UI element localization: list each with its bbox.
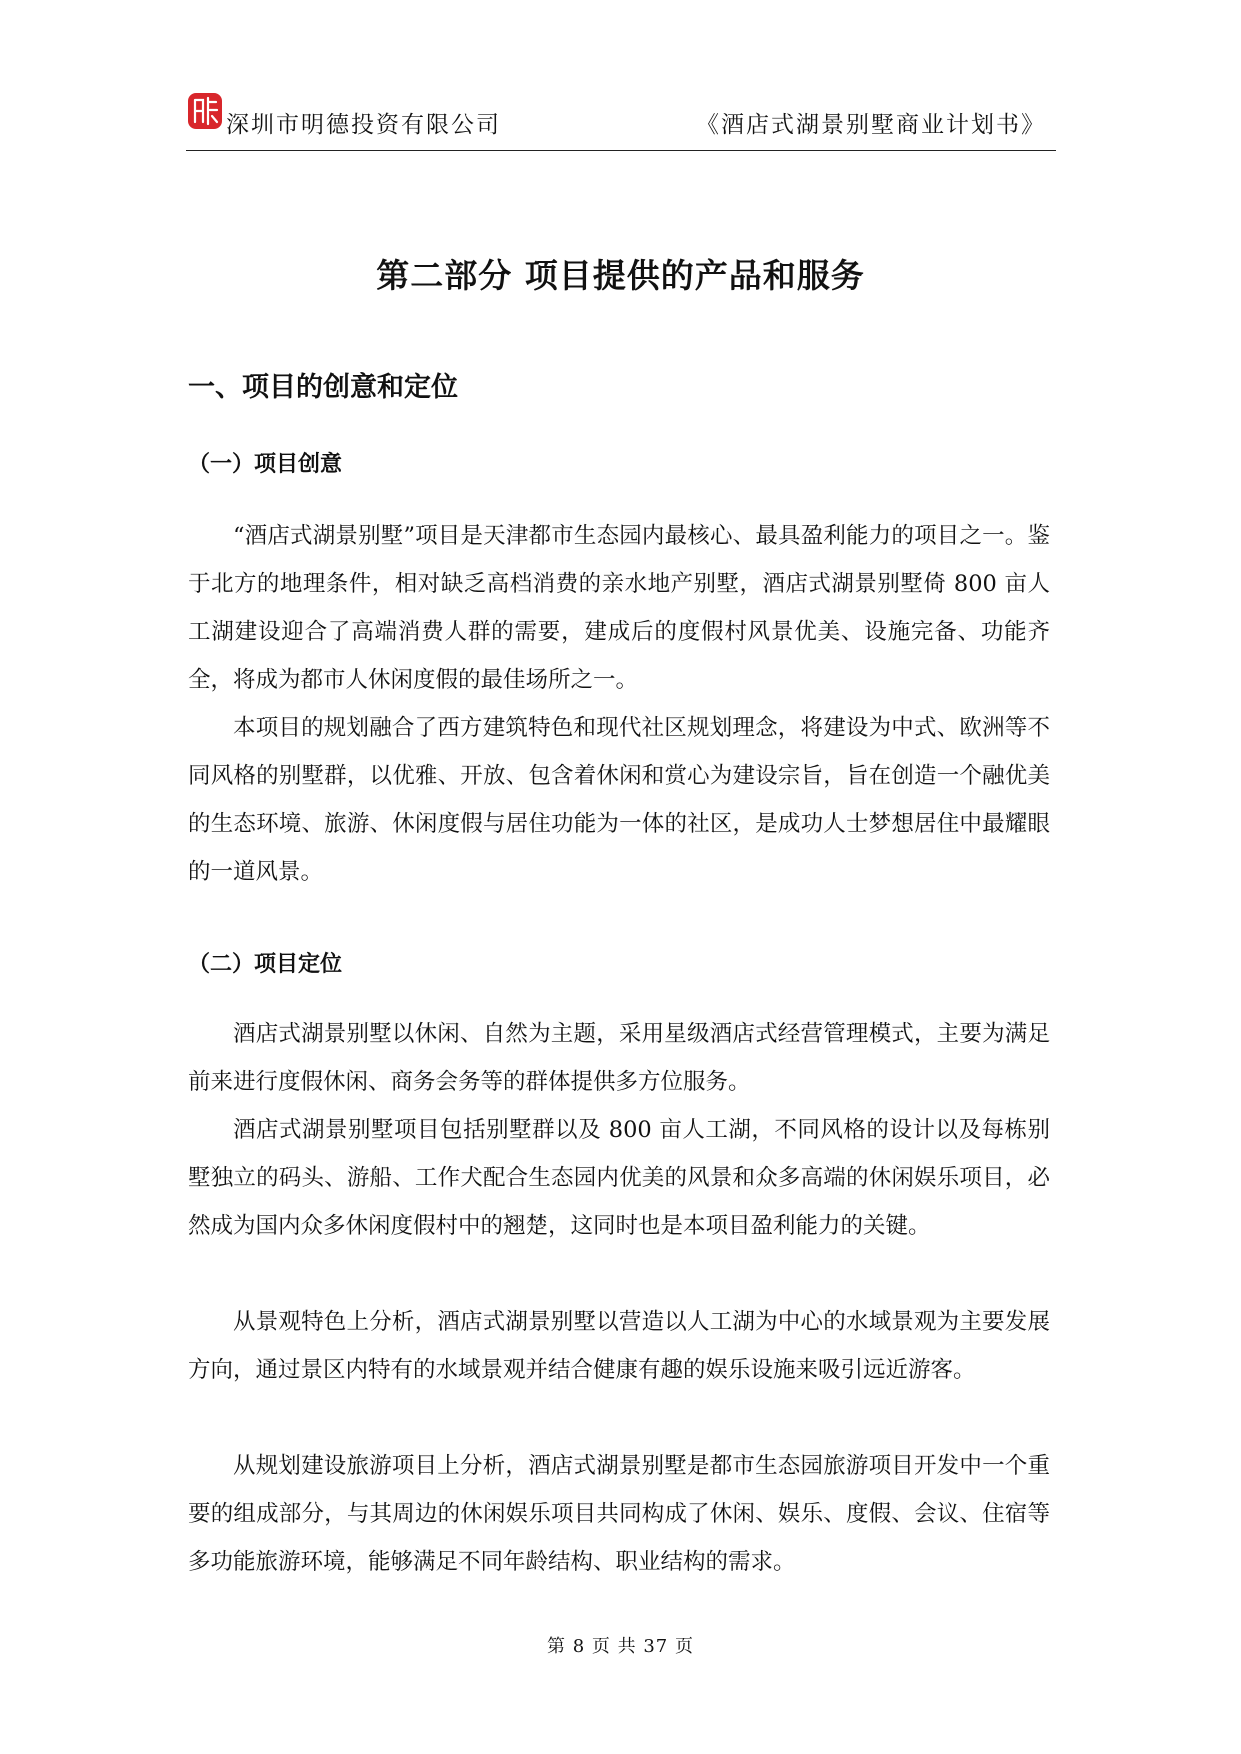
header-document-title: 《酒店式湖景别墅商业计划书》 — [696, 112, 1046, 138]
page-title: 第二部分 项目提供的产品和服务 — [376, 256, 865, 295]
paragraph: 酒店式湖景别墅项目包括别墅群以及 800 亩人工湖，不同风格的设计以及每栋别墅独立的码头、游船、工作犬配合生态园内优美的风景和众多高端的休闲娱乐项目，必然成为国内众多休闲度假村中的翘楚，这同时也是本项目盈利能力的关键。 — [188, 1117, 1050, 1239]
paragraph: 从景观特色上分析，酒店式湖景别墅以营造以人工湖为中心的水域景观为主要发展方向，通过景区内特有的水域景观并结合健康有趣的娱乐设施来吸引远近游客。 — [188, 1309, 1050, 1383]
paragraph: 本项目的规划融合了西方建筑特色和现代社区规划理念，将建设为中式、欧洲等不同风格的别墅群，以优雅、开放、包含着休闲和赏心为建设宗旨，旨在创造一个融优美的生态环境、旅游、休闲度假与居住功能为一体的社区，是成功人士梦想居住中最耀眼的一道风景。 — [188, 715, 1050, 885]
company-seal-logo — [186, 90, 224, 132]
page-number-footer: 第 8 页 共 37 页 — [547, 1636, 694, 1657]
paragraph: 从规划建设旅游项目上分析，酒店式湖景别墅是都市生态园旅游项目开发中一个重要的组成部分，与其周边的休闲娱乐项目共同构成了休闲、娱乐、度假、会议、住宿等多功能旅游环境，能够满足不同年龄结构、职业结构的需求。 — [188, 1453, 1050, 1575]
paragraph: 酒店式湖景别墅以休闲、自然为主题，采用星级酒店式经营管理模式，主要为满足前来进行度假休闲、商务会务等的群体提供多方位服务。 — [188, 1021, 1050, 1095]
subsection-heading-positioning: （二）项目定位 — [188, 952, 343, 977]
subsection-heading-creative: （一）项目创意 — [188, 452, 343, 477]
page-header — [186, 88, 1056, 151]
paragraph: “酒店式湖景别墅”项目是天津都市生态园内最核心、最具盈利能力的项目之一。鉴于北方的地理条件，相对缺乏高档消费的亲水地产别墅，酒店式湖景别墅倚 800 亩人工湖建设迎合了高端消费人群的需要，建成后的度假村风景优美、设施完备、功能齐全，将成为都市人休闲度假的最佳场所之一。 — [188, 523, 1050, 693]
header-company-name: 深圳市明德投资有限公司 — [226, 112, 501, 138]
section-heading: 一、项目的创意和定位 — [188, 372, 458, 403]
